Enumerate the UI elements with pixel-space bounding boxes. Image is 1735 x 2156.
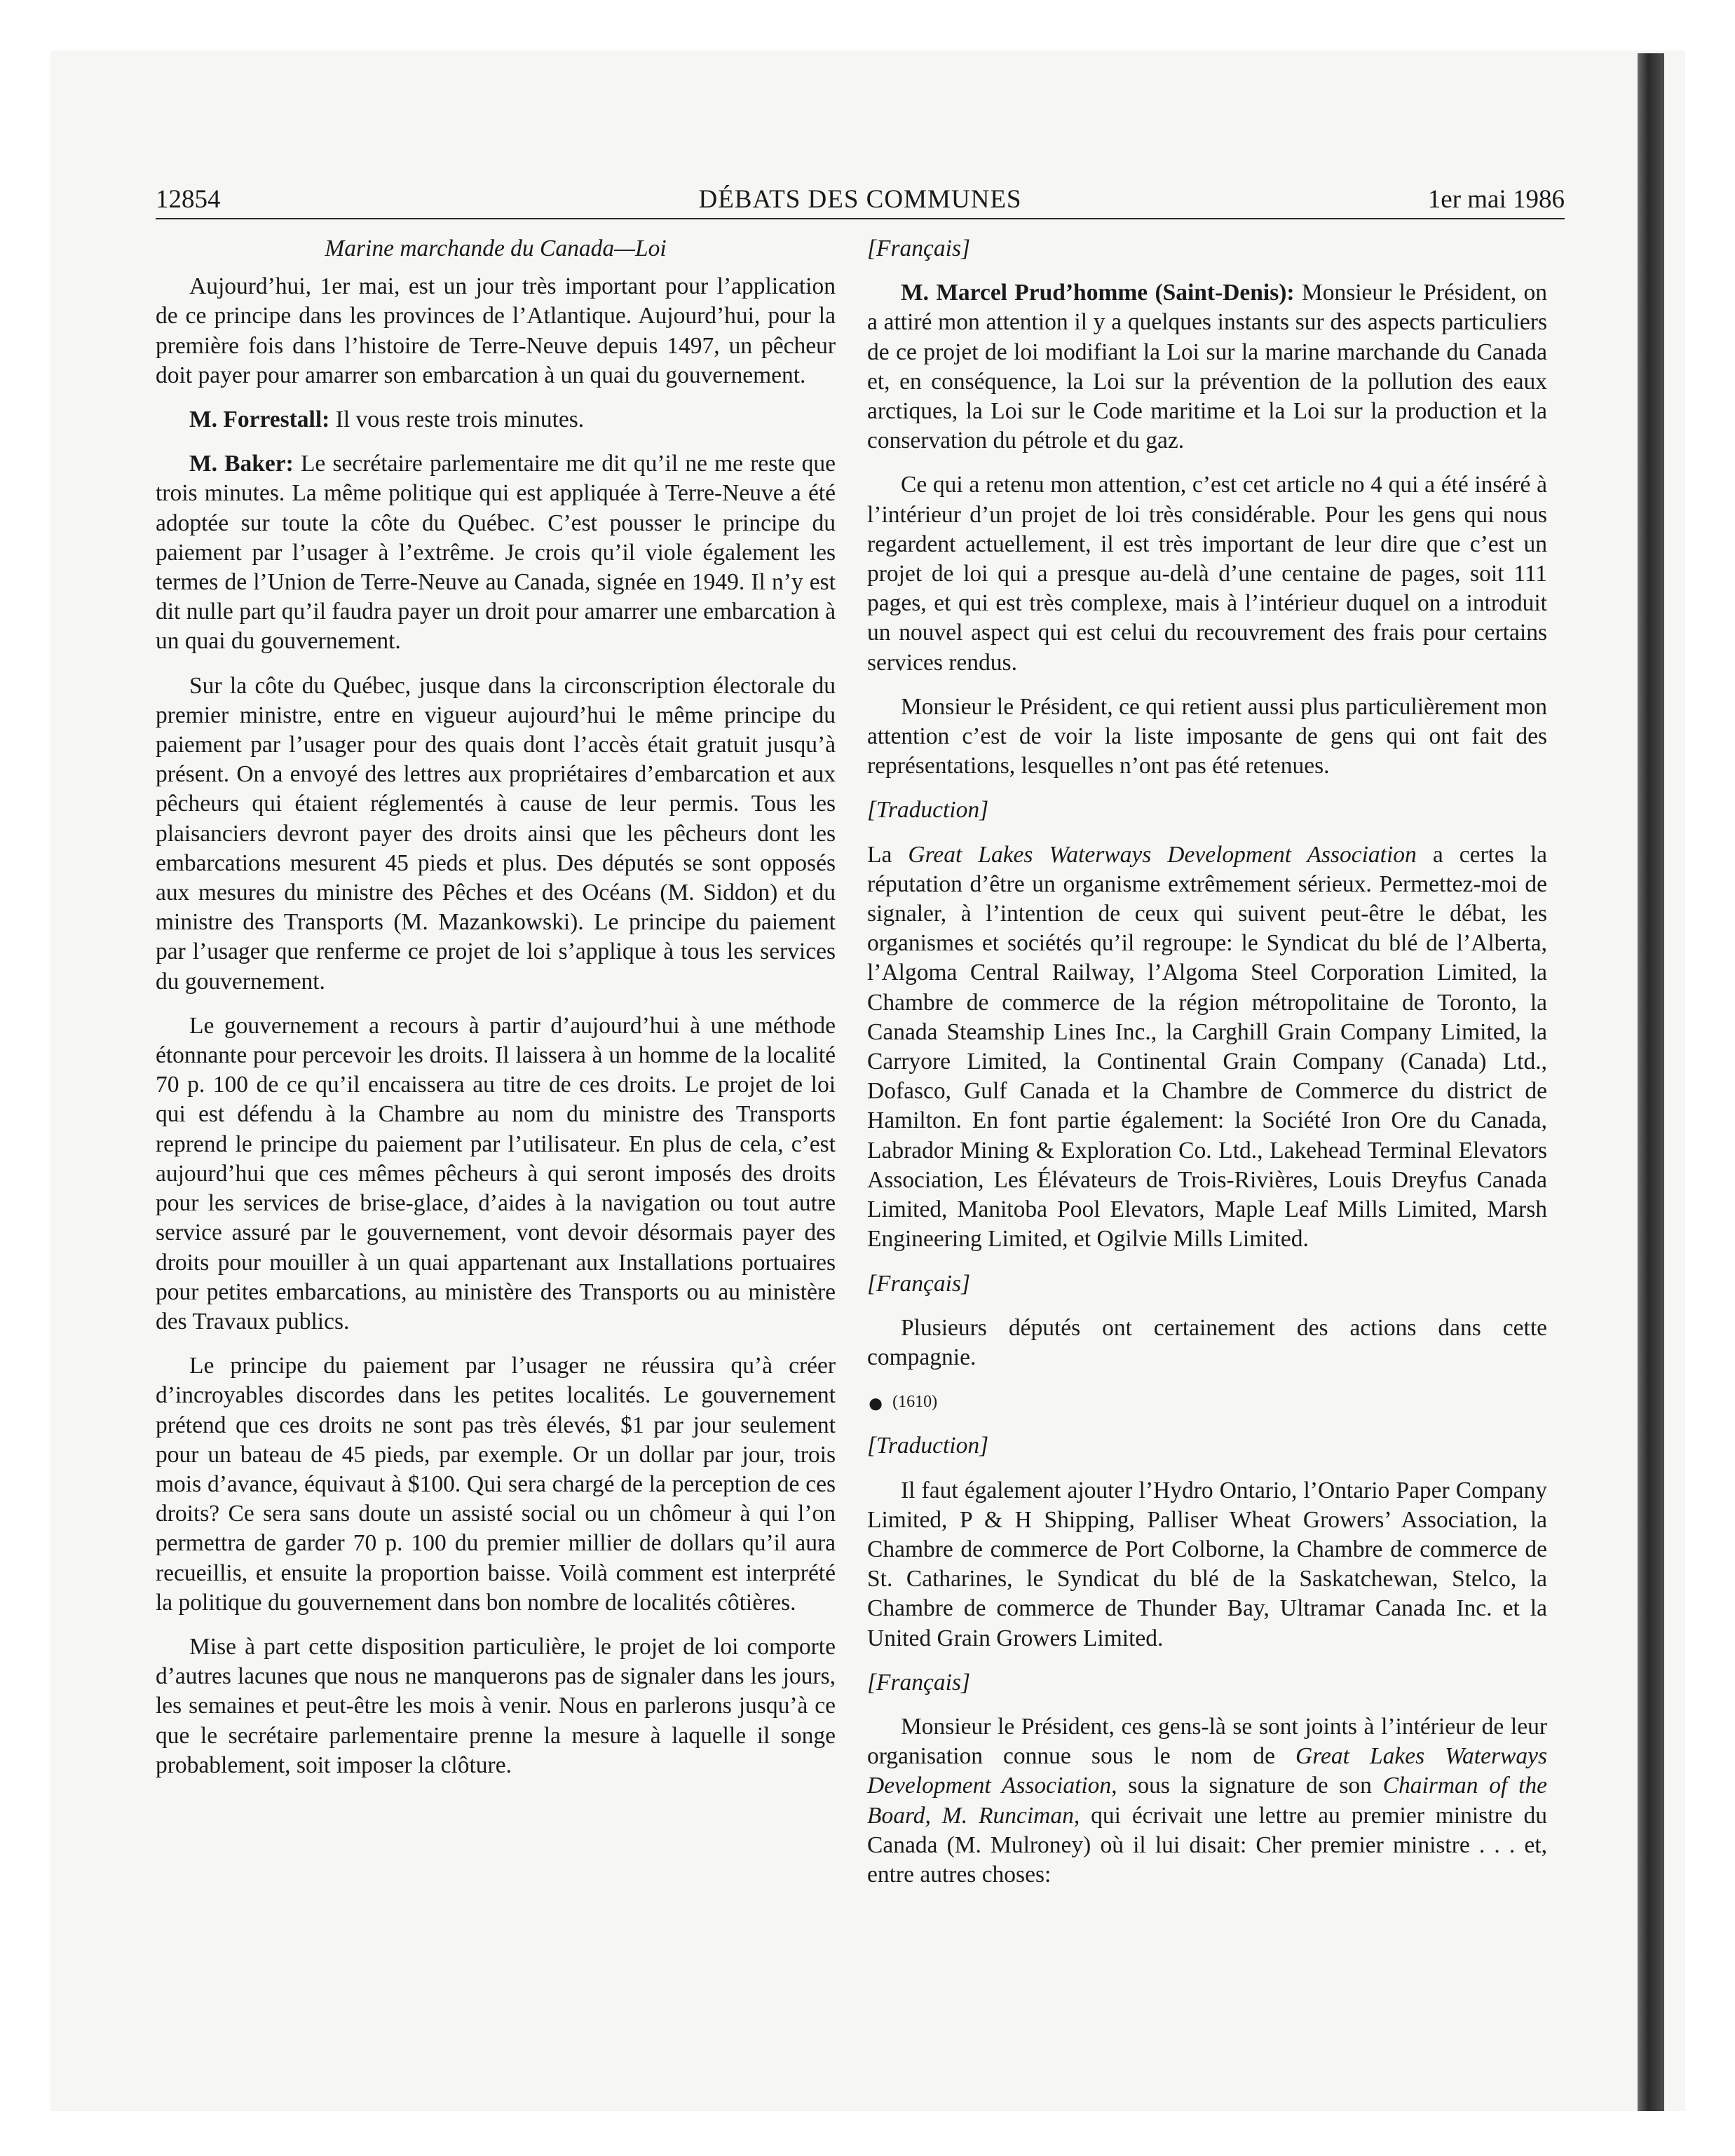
bullet-icon: ●	[867, 1386, 885, 1419]
header-rule	[156, 218, 1565, 219]
organization-name: Great Lakes Waterways Development Association	[908, 841, 1417, 868]
speaker-name: M. Baker:	[189, 451, 294, 477]
paragraph: Plusieurs députés ont certainement des actions dans cette compagnie.	[867, 1314, 1547, 1370]
paragraph: La Great Lakes Waterways Development Association a certes la réputation d’être un organisme extrêmement sérieux. Permettez-moi de signaler, à l’intention de ceux qui suivent peut-être le débat, les organismes et sociétés qu’il regroupe: le Syndicat du blé de l’Alberta, l’Algoma Central Railway, l’Algoma Steel Corporation Limited, la Chambre de commerce de la région métropolitaine de Toronto, la Canada Steamship Lines Inc., la Carghill Grain Company Limited, la Carryore Limited, la Continental Grain Company (Canada) Ltd., Dofasco, Gulf Canada et la Chambre de Commerce du district de Hamilton. En font partie également: la Société Iron Ore du Canada, Labrador Mining & Exploration Co. Ltd., Lakehead Terminal Elevators Association, Les Élévateurs de Trois-Rivières, Louis Dreyfus Canada Limited, Manitoba Pool Elevators, Maple Leaf Mills Limited, Marsh Engineering Limited, et Ogilvie Mills Limited.	[867, 841, 1548, 1253]
language-tag: [Traduction]	[867, 1433, 989, 1459]
paragraph: Monsieur le Président, ces gens-là se sont joints à l’intérieur de leur organisation connue sous le nom de Great Lakes Waterways Development Association, sous la signature de son Chairman of the Board, M. Runciman, qui écrivait une lettre au premier ministre du Canada (M. Mulroney) où il lui disait: Cher premier ministre . . . et, entre autres choses:	[867, 1713, 1548, 1888]
paragraph: Le principe du paiement par l’usager ne réussira qu’à créer d’incroyables discordes dans les petites localités. Le gouvernement prétend que ces droits ne sont pas très élevés, $1 par jour seulement pour un bateau de 45 pieds, par exemple. Or un dollar par jour, trois mois d’avance, équivaut à $100. Qui sera chargé de la perception de ces droits? Ce sera sans doute un assisté social ou un chômeur à qui l’on permettra de garder 70 p. 100 du premier millier de dollars qu’il aura recueillis, et ensuite la proportion baisse. Voilà comment est interprété la politique du gouvernement dans bon nombre de localités côtières.	[156, 1353, 836, 1616]
scan-binding-edge	[1638, 53, 1664, 2111]
time-marker	[867, 1387, 1547, 1417]
section-subtitle: Marine marchande du Canada—Loi	[325, 236, 667, 261]
speech-text: Le secrétaire parlementaire me dit qu’il ne me reste que trois minutes. La même politique qui est appliquée à Terre-Neuve a été adoptée sur toute la côte du Québec. C’est pousser le principe du paiement par l’usager à l’extrême. Je crois qu’il viole également les termes de l’Union de Terre-Neuve au Canada, signée en 1949. Il n’y est dit nulle part qu’il faudra payer un droit pour amarrer une embarcation à un quai du gouvernement.	[156, 451, 836, 655]
right-column	[867, 234, 1547, 1904]
language-tag: [Français]	[867, 236, 971, 261]
signatory-title: Chairman of the Board, M. Runciman,	[867, 1773, 1548, 1829]
speaker-name: M. Forrestall:	[189, 407, 330, 433]
paragraph: Il faut également ajouter l’Hydro Ontario, l’Ontario Paper Company Limited, P & H Shipping, Palliser Wheat Growers’ Association, la Chambre de commerce de Port Colborne, la Chambre de commerce de St. Catharines, le Syndicat du blé de la Saskatchewan, Stelco, la Chambre de commerce de Thunder Bay, Ultramar Canada Inc. et la United Grain Growers Limited.	[867, 1477, 1547, 1651]
speech-text: Monsieur le Président, on a attiré mon attention il y a quelques instants sur des aspects particuliers de ce projet de loi modifiant la Loi sur la marine marchande du Canada et, en conséquence, la Loi sur la prévention de la pollution des eaux arctiques, la Loi sur le Code maritime et la Loi sur la production et la conservation du pétrole et du gaz.	[867, 280, 1548, 454]
speech-paragraph	[867, 278, 1547, 456]
paragraph: Monsieur le Président, ce qui retient aussi plus particulièrement mon attention c’est de voir la liste imposante de gens qui ont fait des représentations, lesquelles n’ont pas été retenues.	[867, 693, 1547, 779]
page-date: 1er mai 1986	[1427, 185, 1565, 214]
speech-paragraph	[156, 405, 836, 435]
paragraph: Sur la côte du Québec, jusque dans la circonscription électorale du premier ministre, entre en vigueur aujourd’hui le même principe du paiement par l’usager pour des quais dont l’accès était gratuit jusqu’à présent. On a envoyé des lettres aux propriétaires d’embarcation et aux pêcheurs qui étaient réglementés à cause de leur permis. Tous les plaisanciers devront payer des droits ainsi que les pêcheurs dont les embarcations mesurent 45 pieds et plus. Des députés se sont opposés aux mesures du ministre des Pêches et des Océans (M. Siddon) et du ministre des Transports (M. Mazankowski). Le principe du paiement par l’usager que renferme ce projet de loi s’applique à tous les services du gouvernement.	[156, 672, 836, 995]
paragraph: Aujourd’hui, 1er mai, est un jour très important pour l’application de ce principe dans les provinces de l’Atlantique. Aujourd’hui, pour la première fois dans l’histoire de Terre-Neuve depuis 1497, un pêcheur doit payer pour amarrer son embarcation à un quai du gouvernement.	[156, 273, 836, 388]
publication-title: DÉBATS DES COMMUNES	[698, 185, 1022, 214]
speaker-name: M. Marcel Prud’homme	[901, 280, 1148, 306]
organization-name: Great Lakes Waterways Development Association,	[867, 1743, 1547, 1799]
speech-text: Il vous reste trois minutes.	[335, 407, 585, 433]
language-tag: [Français]	[867, 1669, 971, 1696]
paragraph: Mise à part cette disposition particulière, le projet de loi comporte d’autres lacunes que nous ne manquerons pas de signaler dans les jours, les semaines et peut-être les mois à venir. Nous en parlerons jusqu’à ce que le secrétaire parlementaire prenne la mesure à laquelle il songe probablement, soit imposer la clôture.	[156, 1633, 836, 1778]
language-tag: [Français]	[867, 1270, 971, 1297]
page-header	[156, 184, 1565, 216]
speech-paragraph	[156, 449, 836, 656]
time-stamp: (1610)	[892, 1393, 938, 1412]
paragraph: Ce qui a retenu mon attention, c’est cet article no 4 qui a été inséré à l’intérieur d’un projet de loi très considérable. Pour les gens qui nous regardent actuellement, il est très important de leur dire que c’est un projet de loi qui a presque au-delà d’une centaine de pages, soit 111 pages, et qui est très complexe, mais à l’intérieur duquel on a introduit un nouvel aspect qui est celui du recouvrement des frais pour certains services rendus.	[867, 472, 1547, 676]
page-number: 12854	[156, 185, 221, 214]
language-tag: [Traduction]	[867, 797, 989, 824]
speaker-riding: (Saint-Denis):	[1155, 280, 1295, 306]
left-column	[156, 234, 836, 1795]
paragraph: Le gouvernement a recours à partir d’aujourd’hui à une méthode étonnante pour percevoir les droits. Il laissera à un homme de la localité 70 p. 100 de ce qu’il encaissera au titre de ces droits. Le projet de loi qui est défendu à la Chambre au nom du ministre des Transports reprend le principe du paiement par l’utilisateur. En plus de cela, c’est aujourd’hui que ces mêmes pêcheurs à qui seront imposés des droits pour les services de brise-glace, d’aides à la navigation ou tout autre service assuré par le gouvernement, vont devoir désormais payer des droits pour mouiller à un quai appartenant aux Installations portuaires pour petites embarcations, au ministère des Transports ou au ministère des Travaux publics.	[156, 1012, 836, 1335]
